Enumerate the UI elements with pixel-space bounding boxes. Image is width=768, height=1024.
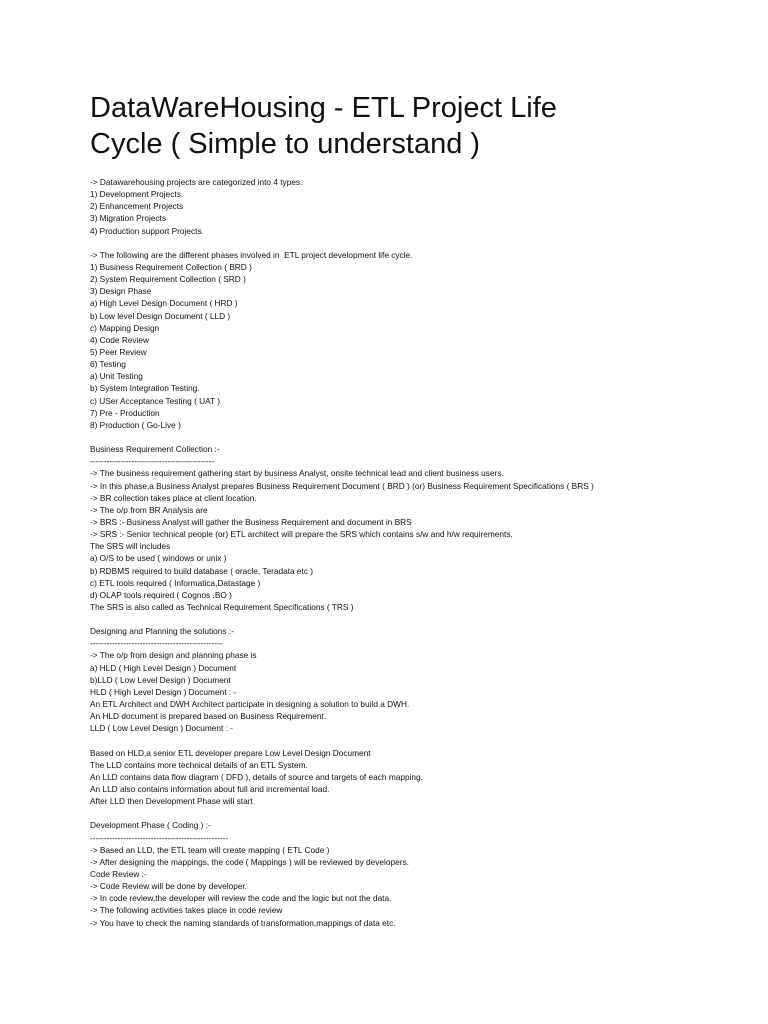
text-line: a) O/S to be used ( windows or unix ) bbox=[90, 553, 227, 564]
title-line-1: DataWareHousing - ETL Project Life bbox=[90, 92, 557, 124]
text-line: -> After designing the mappings, the code ( Mappings ) will be reviewed by developers. bbox=[90, 856, 409, 867]
text-line: c) Mapping Design bbox=[90, 322, 160, 333]
text-line: -> In code review,the developer will review the code and the logic but not the data. bbox=[90, 893, 392, 904]
text-line: -> The o/p from design and planning phase is bbox=[90, 650, 257, 661]
text-line: Business Requirement Collection :- bbox=[90, 444, 220, 455]
document-body bbox=[90, 176, 730, 929]
text-line: b) RDBMS required to build database ( oracle, Teradata etc ) bbox=[90, 565, 314, 576]
text-line: ------------------------------------------------ bbox=[90, 638, 223, 649]
text-line: 6) Testing bbox=[90, 359, 126, 370]
text-line: -> The business requirement gathering start by business Analyst, onsite technical lead and client business users. bbox=[90, 468, 504, 479]
text-line: 1) Development Projects. bbox=[90, 189, 184, 200]
text-line: Based on HLD,a senior ETL developer prepare Low Level Design Document bbox=[90, 747, 371, 758]
document-page bbox=[90, 90, 730, 929]
text-line: --------------------------------------------- bbox=[90, 456, 215, 467]
text-line: -------------------------------------------------- bbox=[90, 832, 229, 843]
text-line: 3) Migration Projects bbox=[90, 213, 167, 224]
text-line: -> You have to check the naming standards of transformation,mappings of data etc. bbox=[90, 917, 396, 928]
text-line: -> BRS :- Business Analyst will gather the Business Requirement and document in BRS bbox=[90, 516, 412, 527]
text-line: 1) Business Requirement Collection ( BRD ) bbox=[90, 261, 252, 272]
text-line: 2) System Requirement Collection ( SRD ) bbox=[90, 274, 246, 285]
text-line: -> Datawarehousing projects are categorized into 4 types. bbox=[90, 177, 303, 187]
text-line: An ETL Architect and DWH Architect participate in designing a solution to build a DWH. bbox=[90, 699, 410, 710]
text-line: b) Low level Design Document ( LLD ) bbox=[90, 310, 231, 321]
text-line: -> Based an LLD, the ETL team will create mapping ( ETL Code ) bbox=[90, 844, 330, 855]
text-line: After LLD then Development Phase will start bbox=[90, 796, 253, 807]
paragraph-gap bbox=[90, 237, 730, 249]
text-line: Code Review :- bbox=[90, 869, 147, 880]
text-line: d) OLAP tools required ( Cognos ,BO ) bbox=[90, 589, 232, 600]
paragraph-gap bbox=[90, 807, 730, 819]
text-line: c) ETL tools required ( Informatica,Datastage ) bbox=[90, 577, 261, 588]
text-line: HLD ( High Level Design ) Document : - bbox=[90, 686, 237, 697]
text-line: 8) Production ( Go-Live ) bbox=[90, 419, 181, 430]
text-line: a) HLD ( High Level Design ) Document bbox=[90, 662, 237, 673]
text-line: Designing and Planning the solutions :- bbox=[90, 626, 234, 637]
text-line: a) High Level Design Document ( HRD ) bbox=[90, 298, 238, 309]
text-line: -> SRS :- Senior technical people (or) ETL architect will prepare the SRS which contains s/w and h/w requirements. bbox=[90, 529, 513, 540]
text-line: c) USer Acceptance Testing ( UAT ) bbox=[90, 395, 221, 406]
text-line: 4) Production support Projects. bbox=[90, 225, 204, 236]
text-line: a) Unit Testing bbox=[90, 371, 143, 382]
text-line: -> The following activities takes place in code review bbox=[90, 905, 283, 916]
text-line: -> In this phase,a Business Analyst prepares Business Requirement Document ( BRD ) (or) Business Requirement Specifications ( BRS ) bbox=[90, 480, 594, 491]
text-line: Development Phase ( Coding ) :- bbox=[90, 820, 211, 831]
document-title bbox=[90, 90, 730, 162]
text-line: 3) Design Phase bbox=[90, 286, 152, 297]
text-line: b) System Integration Testing. bbox=[90, 383, 200, 394]
text-line: LLD ( Low Level Design ) Document : - bbox=[90, 723, 233, 734]
paragraph-gap bbox=[90, 613, 730, 625]
text-line: The SRS is also called as Technical Requirement Specifications ( TRS ) bbox=[90, 601, 354, 612]
text-line: b)LLD ( Low Level Design ) Document bbox=[90, 674, 231, 685]
text-line: 4) Code Review bbox=[90, 334, 150, 345]
text-line: An LLD also contains information about full and incremental load. bbox=[90, 784, 330, 795]
text-line: 7) Pre - Production bbox=[90, 407, 160, 418]
title-line-2: Cycle ( Simple to understand ) bbox=[90, 128, 481, 160]
text-line: -> The following are the different phases involved in ETL project development life cycle. bbox=[90, 249, 413, 260]
text-line: 5) Peer Review bbox=[90, 346, 147, 357]
paragraph-gap bbox=[90, 431, 730, 443]
text-line: The SRS will includes bbox=[90, 541, 171, 552]
text-line: An LLD contains data flow diagram ( DFD ), details of source and targets of each mapping. bbox=[90, 771, 423, 782]
paragraph-gap bbox=[90, 734, 730, 746]
text-line: -> BR collection takes place at client location. bbox=[90, 492, 257, 503]
text-line: -> The o/p from BR Analysis are bbox=[90, 504, 208, 515]
text-line: -> Code Review will be done by developer. bbox=[90, 881, 248, 892]
text-line: 2) Enhancement Projects bbox=[90, 201, 184, 212]
text-line: The LLD contains more technical details of an ETL System. bbox=[90, 759, 308, 770]
text-line: An HLD document is prepared based on Business Requirement. bbox=[90, 711, 327, 722]
